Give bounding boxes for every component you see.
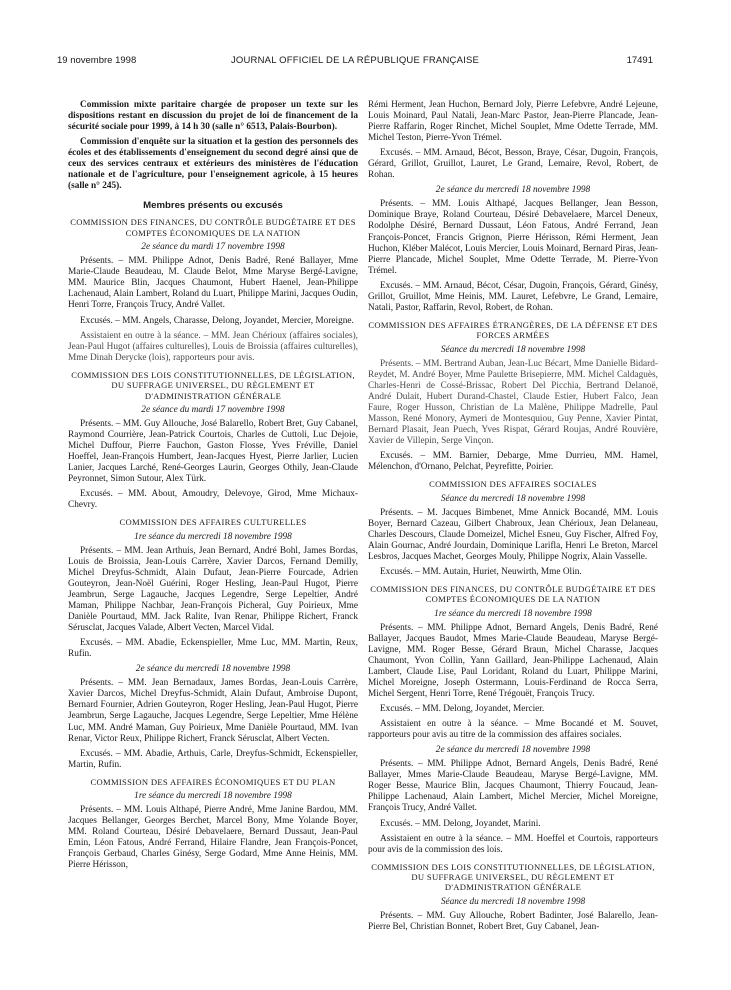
excused-paragraph: Excusés. – MM. Autain, Huriet, Neuwirth, Mme Olin.	[380, 566, 582, 577]
excused-paragraph: Excusés. – MM. Arnaud, Bécot, César, Dugoin, François, Gérard, Ginésy, Grillot, Gruillot, Mme Heinis, MM. Lauret, Lefebvre, Le Grand, Lemaire, Natali, Pastor, Raffarin, Revol, Robert, de Rohan.	[368, 280, 658, 313]
right-column	[368, 100, 658, 937]
block-title: Membres présents ou excusés	[143, 200, 283, 212]
running-header	[57, 54, 653, 68]
sitting-heading: 1re séance du mercredi 18 novembre 1998	[434, 608, 592, 619]
excused-paragraph: Excusés. – MM. Delong, Joyandet, Marini.	[380, 818, 541, 829]
header-page-number: 17491	[626, 55, 653, 66]
excused-paragraph: Excusés. – MM. Angels, Charasse, Delong, Joyandet, Mercier, Moreigne.	[80, 315, 354, 326]
section-title: COMMISSION DES AFFAIRES CULTURELLES	[119, 517, 307, 528]
attendance-paragraph: Présents. – MM. Jean Arthuis, Jean Bernard, André Bohl, James Bordas, Louis de Broissia, Jean-Louis Carrère, Xavier Darcos, Fernand Demilly, Michel Dreyfus-Schmidt, Alain Dufaut, Jean-Pierre Fourcade, Adrien Gouteyron, Jean-Noël Guérini, Roger Hesling, Jean-Paul Hugot, Pierre Jeambrun, Serge Lagauche, Jacques Legendre, Serge Lepeltier, André Maman, Philippe Nachbar, Jean-François Picheral, Guy Poirieux, Mme Danièle Pourtaud, MM. Jack Ralite, Ivan Renar, Philippe Richert, Franck Sérusclat, Jacques Valade, Albert Vecten, Marcel Vidal.	[68, 545, 358, 634]
attendance-paragraph: Présents. – MM. Guy Allouche, José Balarello, Robert Bret, Guy Cabanel, Raymond Courrière, Jean-Patrick Courtois, Charles de Cuttoli, Luc Dejoie, Michel Duffour, Pierre Fauchon, Gaston Flosse, Yves Fréville, Daniel Hoeffel, Jean-François Humbert, Jean-Jacques Hyest, Pierre Jarlier, Lucien Lanier, Jacques Larché, René-Georges Laurin, Georges Othily, Jean-Claude Peyronnet, Simon Sutour, Alex Türk.	[68, 418, 358, 485]
intro-paragraph: Commission d'enquête sur la situation et la gestion des personnels des écoles et des établissements d'enseignement du second degré ainsi que de ceux des services centraux et extérieurs des ministères de l'éducation nationale et de l'agriculture, pour l'enseignement agricole, à 15 heures (salle n° 245).	[68, 137, 358, 192]
excused-paragraph: Excusés. – MM. Abadie, Eckenspieller, Mme Luc, MM. Martin, Reux, Rufin.	[68, 638, 358, 660]
sitting-heading: Séance du mercredi 18 novembre 1998	[440, 896, 586, 907]
attendance-paragraph: Présents. – MM. Louis Althapé, Pierre André, Mme Janine Bardou, MM. Jacques Bellanger, Georges Berchet, Marcel Bony, Mme Yolande Boyer, MM. Roland Courteau, Désiré Debavelaere, Bernard Dussaut, Jean-Paul Emin, Léon Fatous, André Ferrand, Hilaire Flandre, Jean François-Poncet, François Gerbaud, Charles Ginésy, Serge Godard, Mme Anne Heinis, MM. Pierre Hérisson,	[68, 805, 358, 871]
sitting-heading: 2e séance du mercredi 18 novembre 1998	[435, 185, 591, 196]
section-title: COMMISSION DES LOIS CONSTITUTIONNELLES, DE LÉGISLATION, DU SUFFRAGE UNIVERSEL, DU RÈGLEMENT ET D'ADMINISTRATION GÉNÉRALE	[71, 369, 355, 401]
section-title: COMMISSION DES AFFAIRES SOCIALES	[429, 479, 597, 490]
section-title: COMMISSION DES AFFAIRES ÉCONOMIQUES ET DU PLAN	[90, 776, 336, 787]
attendance-paragraph: Présents. – MM. Jean Bernadaux, James Bordas, Jean-Louis Carrère, Xavier Darcos, Michel Dreyfus-Schmidt, Alain Dufaut, Ambroise Dupont, Bernard Fournier, Adrien Gouteyron, Roger Hesling, Jean-Paul Hugot, Pierre Jeambrun, Serge Lagauche, Jacques Legendre, Serge Lepeltier, Mme Hélène Luc, MM. André Maman, Guy Poirieux, Mme Danièle Pourtaud, MM. Ivan Renar, Victor Reux, Philippe Richert, Franck Sérusclat, Albert Vecten.	[68, 678, 358, 744]
section-title: COMMISSION DES AFFAIRES ÉTRANGÈRES, DE LA DÉFENSE ET DES FORCES ARMÉES	[368, 319, 658, 341]
intro-paragraph: Commission mixte paritaire chargée de proposer un texte sur les dispositions restant en discussion du projet de loi de financement de la sécurité sociale pour 1999, à 14 h 30 (salle n° 6513, Palais-Bourbon).	[68, 100, 358, 133]
excused-paragraph: Excusés. – MM. Arnaud, Bécot, Besson, Braye, César, Dugoin, François, Gérard, Grillot, Gruillot, Lauret, Le Grand, Lemaire, Revol, Robert, de Rohan.	[368, 148, 658, 181]
section-title: COMMISSION DES FINANCES, DU CONTRÔLE BUDGÉTAIRE ET DES COMPTES ÉCONOMIQUES DE LA NATION	[370, 583, 656, 605]
sitting-heading: 1re séance du mercredi 18 novembre 1998	[134, 531, 292, 542]
header-journal-title: JOURNAL OFFICIEL DE LA RÉPUBLIQUE FRANÇAISE	[230, 55, 480, 66]
excused-paragraph: Excusés. – MM. About, Amoudry, Delevoye, Girod, Mme Michaux-Chevry.	[68, 489, 358, 511]
sitting-heading: 2e séance du mercredi 18 novembre 1998	[435, 745, 591, 756]
excused-paragraph: Excusés. – MM. Barnier, Debarge, Mme Durrieu, MM. Hamel, Mélenchon, d'Ornano, Pelchat, Peyrefitte, Poirier.	[368, 451, 658, 473]
excused-paragraph: Excusés. – MM. Abadie, Arthuis, Carle, Dreyfus-Schmidt, Eckenspieller, Martin, Rufin.	[68, 748, 358, 770]
excused-paragraph: Excusés. – MM. Delong, Joyandet, Mercier.	[380, 704, 545, 715]
attendance-paragraph: Présents. – MM. Guy Allouche, Robert Badinter, José Balarello, Jean-Pierre Bel, Christian Bonnet, Robert Bret, Guy Cabanel, Jean-	[368, 910, 658, 932]
section-title: COMMISSION DES LOIS CONSTITUTIONNELLES, DE LÉGISLATION, DU SUFFRAGE UNIVERSEL, DU RÈGLEMENT ET D'ADMINISTRATION GÉNÉRALE	[371, 861, 655, 893]
section-title: COMMISSION DES FINANCES, DU CONTRÔLE BUDGÉTAIRE ET DES COMPTES ÉCONOMIQUES DE LA NATION	[70, 217, 356, 238]
left-column	[68, 100, 358, 875]
also-attended-paragraph: Assistaient en outre à la séance. – MM. Hoeffel et Courtois, rapporteurs pour avis de la commission des lois.	[368, 833, 658, 855]
sitting-heading: 2e séance du mercredi 18 novembre 1998	[135, 664, 291, 675]
attendance-paragraph: Présents. – M. Jacques Bimbenet, Mme Annick Bocandé, MM. Louis Boyer, Bernard Cazeau, Gilbert Chabroux, Jean Chérioux, Jean Delaneau, Charles Descours, Claude Domeizel, Michel Esneu, Guy Fischer, Alfred Foy, Alain Gournac, André Jourdain, Dominique Larifla, Henri Le Breton, Marcel Lesbros, Jacques Machet, Georges Mouly, Philippe Nogrix, Alain Vasselle.	[368, 507, 658, 562]
attendance-paragraph: Présents. – MM. Philippe Adnot, Bernard Angels, Denis Badré, René Ballayer, Jacques Baudot, Mmes Marie-Claude Beaudeau, Maryse Bergé-Lavigne, MM. Roger Besse, Gérard Braun, Michel Charasse, Jacques Chaumont, Yvon Collin, Yann Gaillard, Jean-Philippe Lachenaud, Alain Lambert, Claude Lise, Paul Loridant, Roland du Luart, Philippe Marini, Michel Moreigne, Joseph Ostermann, Louis-Ferdinand de Rocca Serra, Michel Sergent, Henri Torre, René Trégouët, François Trucy.	[368, 622, 658, 700]
header-date: 19 novembre 1998	[57, 55, 137, 66]
attendance-paragraph: Présents. – MM. Louis Althapé, Jacques Bellanger, Jean Besson, Dominique Braye, Roland Courteau, Désiré Debavelaere, Marcel Deneux, Rodolphe Désiré, Bernard Dussaut, Léon Fatous, André Ferrand, Jean François-Poncet, Francis Grignon, Pierre Hérisson, Rémi Herment, Jean Huchon, Kléber Malécot, Louis Mercier, Louis Moinard, Bernard Piras, Jean-Pierre Plancade, Michel Souplet, Mme Odette Terrade, M. Pierre-Yvon Trémel.	[368, 199, 658, 276]
attendance-paragraph: Présents. – MM. Philippe Adnot, Bernard Angels, Denis Badré, René Ballayer, Mmes Marie-Claude Beaudeau, Maryse Bergé-Lavigne, MM. Roger Besse, Maurice Blin, Jacques Chaumont, Thierry Foucaud, Jean-Philippe Lachenaud, Alain Lambert, Michel Mercier, Michel Moreigne, François Trucy, André Vallet.	[368, 759, 658, 814]
sitting-heading: 1re séance du mercredi 18 novembre 1998	[134, 791, 292, 802]
sitting-heading: 2e séance du mardi 17 novembre 1998	[141, 404, 285, 415]
sitting-heading: 2e séance du mardi 17 novembre 1998	[141, 242, 285, 253]
also-attended-paragraph: Assistaient en outre à la séance. – MM. Jean Chérioux (affaires sociales), Jean-Paul Hugot (affaires culturelles), Louis de Broissia (affaires culturelles), Mme Dinah Derycke (lois), rapporteurs pour avis.	[68, 330, 358, 363]
sitting-heading: Séance du mercredi 18 novembre 1998	[440, 493, 586, 504]
attendance-paragraph: Présents. – MM. Philippe Adnot, Denis Badré, René Ballayer, Mme Marie-Claude Beaudeau, M. Claude Belot, Mme Maryse Bergé-Lavigne, MM. Maurice Blin, Jacques Chaumont, Hubert Haenel, Jean-Philippe Lachenaud, Alain Lambert, Roland du Luart, Philippe Marini, Jacques Oudin, Henri Torre, François Trucy, André Vallet.	[68, 256, 358, 311]
sitting-heading: Séance du mercredi 18 novembre 1998	[440, 344, 586, 355]
also-attended-paragraph: Assistaient en outre à la séance. – Mme Bocandé et M. Souvet, rapporteurs pour avis au titre de la commission des affaires sociales.	[368, 719, 658, 741]
attendance-continued-paragraph: Rémi Herment, Jean Huchon, Bernard Joly, Pierre Lefebvre, André Lejeune, Louis Moinard, Paul Natali, Jean-Marc Pastor, Jean-Pierre Plancade, Jean-Pierre Raffarin, Roger Rinchet, Michel Souplet, Mme Odette Terrade, MM. Michel Teston, Pierre-Yvon Trémel.	[368, 100, 658, 144]
attendance-paragraph: Présents. – MM. Bertrand Auban, Jean-Luc Bécart, Mme Danielle Bidard-Reydet, M. André Boyer, Mme Paulette Brisepierre, MM. Michel Caldaguès, Charles-Henri de Cossé-Brissac, Robert Del Picchia, Bertrand Delanoë, André Dulait, Hubert Durand-Chastel, Claude Estier, Hubert Falco, Jean Faure, Roger Husson, Christian de La Malène, Philippe Madrelle, Paul Masson, René Monory, Aymeri de Montesquiou, Guy Penne, Xavier Pintat, Bernard Plasait, Jean Puech, Yves Rispat, Gérard Roujas, André Rouvière, Xavier de Villepin, Serge Vinçon.	[368, 358, 658, 447]
